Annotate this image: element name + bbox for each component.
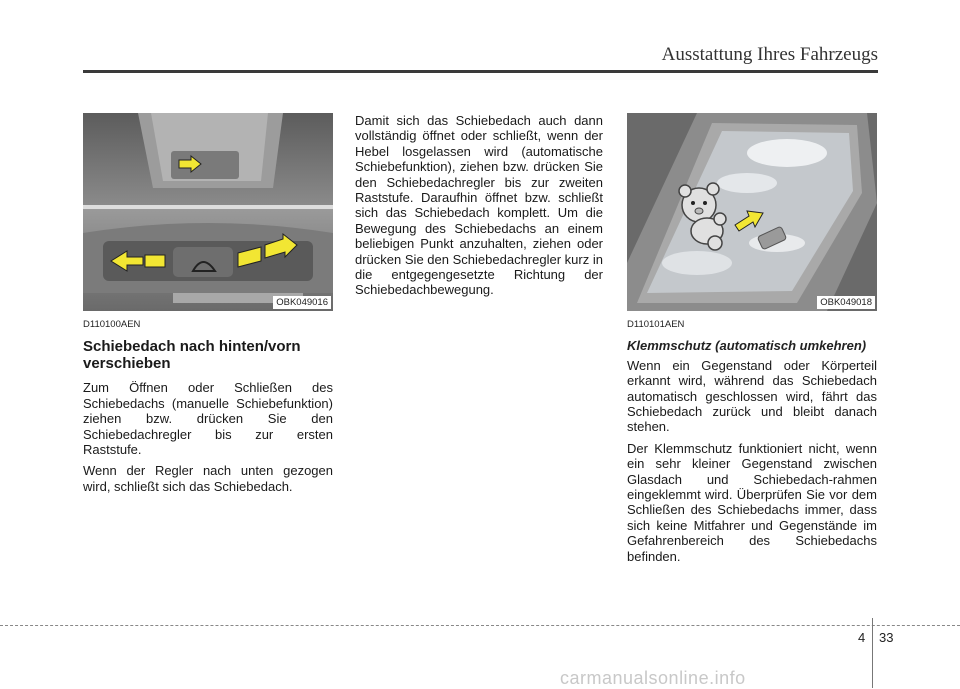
anti-pinch-illustration [627,113,877,311]
paragraph: Wenn der Regler nach unten gezogen wird, schließt sich das Schiebedach. [83,463,333,494]
footer-rule [0,625,960,626]
header-rule [83,70,878,73]
figure-sunroof-control [83,113,333,311]
paragraph: Damit sich das Schiebedach auch dann vollständig öffnet oder schließt, wenn der Hebel losgelassen wird (automatische Schiebefunktion), ziehen bzw. drücken Sie den Schiebedachregler bis zur zweiten Raststufe. Daraufhin öffnet bzw. schließt sich das Schiebedach komplett. Um die Bewegung des Schiebedachs an einem beliebigen Punkt anzuhalten, ziehen oder drücken Sie den Schiebedachregler kurz in die entgegengesetzte Richtung der Schiebedachbewegung. [355,113,603,298]
paragraph: Der Klemmschutz funktioniert nicht, wenn ein sehr kleiner Gegenstand zwischen Glasdach und Schiebedach-rahmen eingeklemmt wird. Überprüfen Sie vor dem Schließen des Schiebedachs immer, dass sich keine Mitfahrer und Gegenstände im Gefahrenbereich des Schiebedachs befinden. [627,440,877,564]
figure-code-right: OBK049018 [817,296,875,309]
left-column [83,317,333,500]
paragraph: Wenn ein Gegenstand oder Körperteil erkannt wird, während das Schiebedach automatisch geschlossen wird, fährt das Schiebedach zurück und bleibt danach stehen. [627,357,877,435]
paragraph: Zum Öffnen oder Schließen des Schiebedachs (manuelle Schiebefunktion) ziehen bzw. drücken Sie den Schiebedachregler bis zur ersten Raststufe. [83,380,333,458]
sunroof-control-illustration [83,113,333,311]
right-column [627,317,877,570]
page-number: 33 [879,630,894,645]
page-header-title: Ausstattung Ihres Fahrzeugs [661,44,878,65]
watermark: carmanualsonline.info [560,668,746,688]
section-heading: Klemmschutz (automatisch umkehren) [627,338,867,354]
section-code: D110101AEN [627,319,685,330]
section-heading: Schiebedach nach hinten/vorn verschieben [83,338,301,373]
page-number-separator [872,618,873,688]
figure-code-left: OBK049016 [273,296,331,309]
section-code: D110100AEN [83,319,141,330]
figure-sunroof-anti-pinch [627,113,877,311]
chapter-number: 4 [858,630,866,645]
middle-column [355,113,603,304]
